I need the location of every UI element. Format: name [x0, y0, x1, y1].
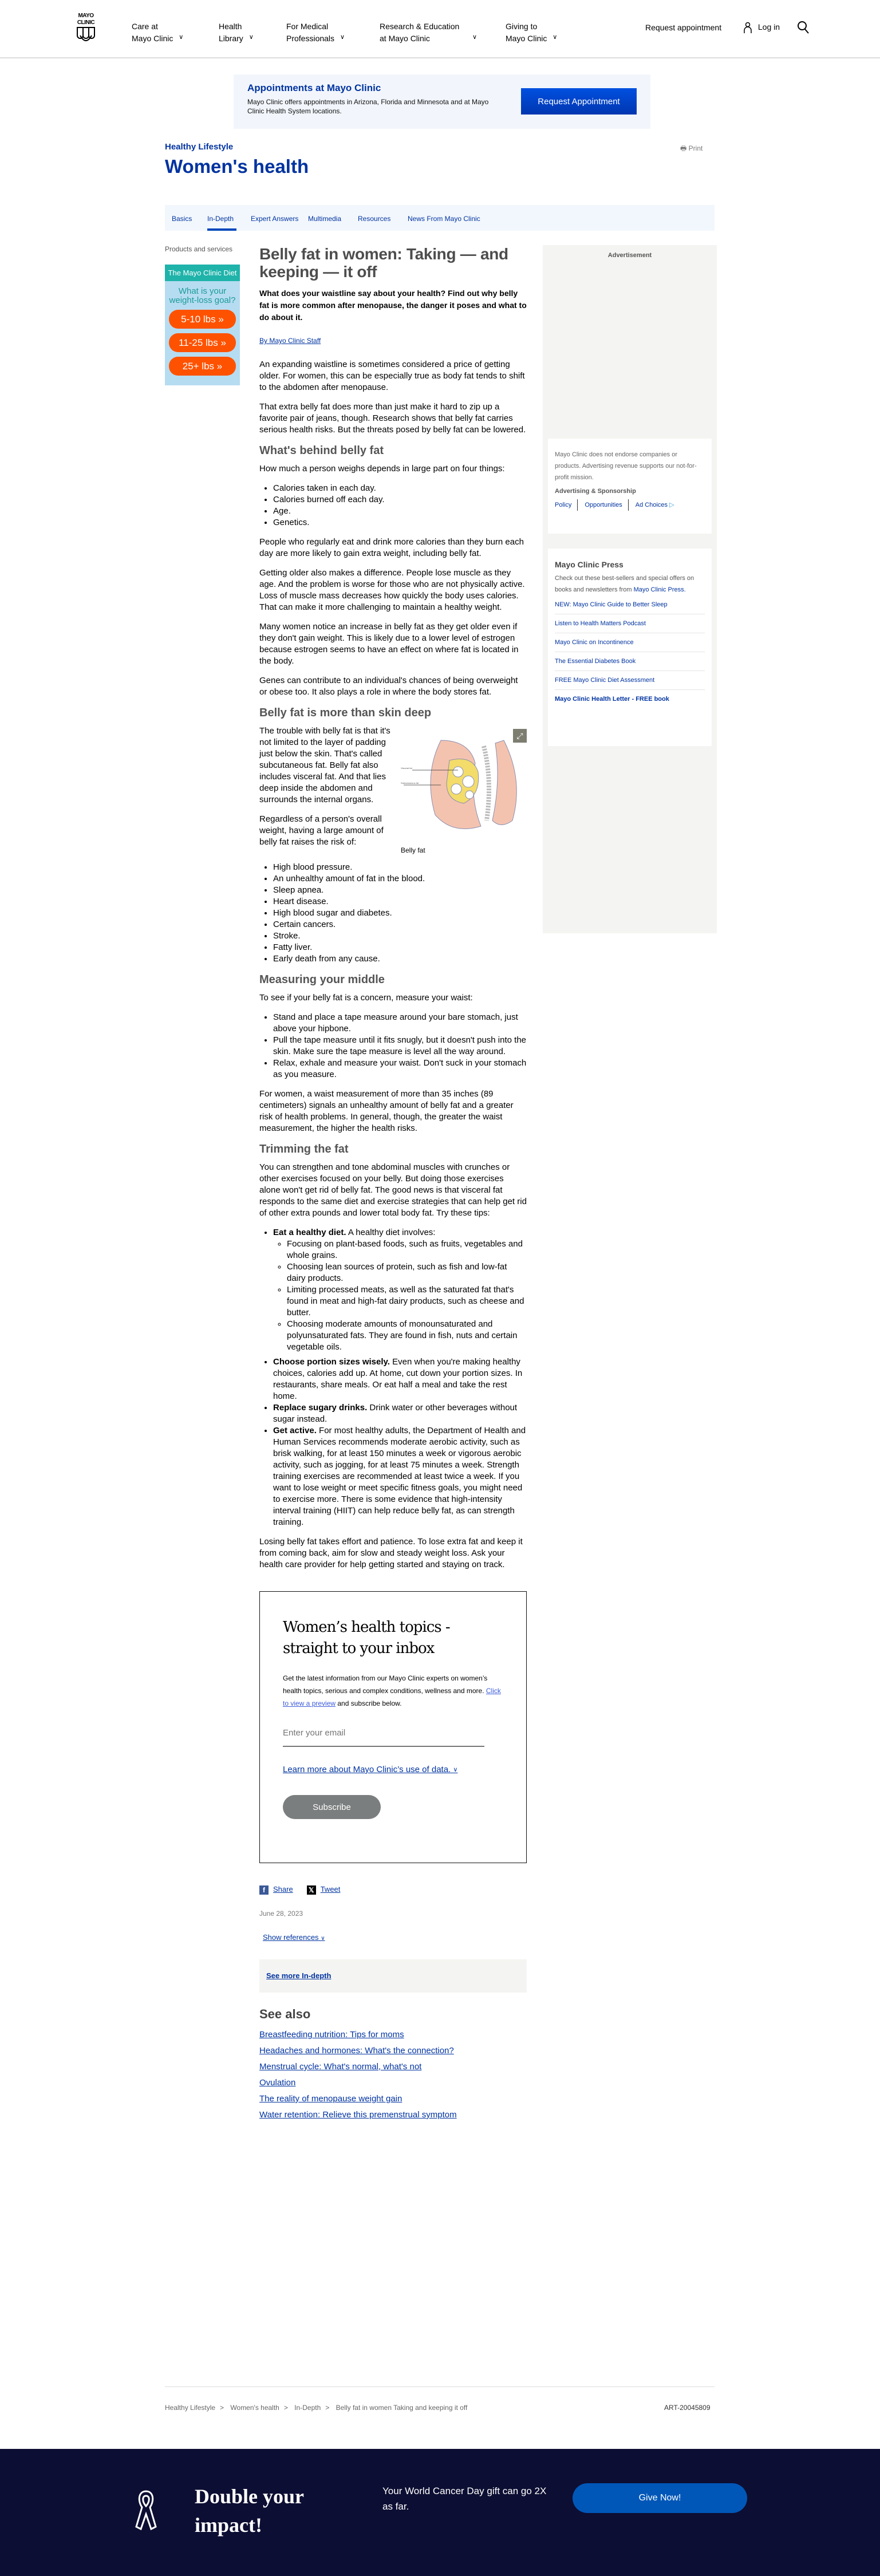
give-now-button[interactable]: Give Now!: [573, 2483, 747, 2513]
see-more-box: [259, 1959, 527, 1993]
section-heading: Belly fat is more than skin deep: [259, 707, 432, 719]
divider: [165, 2386, 715, 2387]
see-also-link[interactable]: The reality of menopause weight gain: [259, 2094, 402, 2104]
visceral-fat-label: Visceral fat: [401, 767, 412, 770]
list-item: [273, 1356, 527, 1402]
see-also-link[interactable]: Water retention: Relieve this premenstrual symptom: [259, 2110, 457, 2120]
donate-text: Your World Cancer Day gift can go 2X as far.: [382, 2486, 547, 2512]
chevron-down-icon: ∨: [321, 1935, 325, 1942]
search-icon[interactable]: [797, 21, 810, 34]
list-item: • Genetics.: [273, 517, 527, 528]
chevron-down-icon: ∨: [472, 34, 477, 41]
list-item: • High blood sugar and diabetes.: [273, 908, 527, 919]
page-title: Women's health: [165, 156, 309, 177]
list-item: • Stroke.: [273, 930, 527, 942]
press-title: Mayo Clinic Press: [555, 560, 624, 569]
ad-policy-link[interactable]: Policy: [555, 499, 578, 511]
tab-basics[interactable]: Basics: [172, 215, 192, 223]
paragraph: Losing belly fat takes effort and patience. To lose extra fat and keep it from coming back, aim for slow and steady weight loss. Ask your health care provider for help getting started and staying on track.: [259, 1537, 523, 1569]
disclaimer-text: Mayo Clinic does not endorse companies or products. Advertising revenue supports our not-for-profit mission.: [555, 451, 697, 481]
ad-choices-link[interactable]: Ad Choices ▷: [635, 502, 674, 508]
promo-title: The Mayo Clinic Diet: [165, 265, 240, 281]
request-appointment-link[interactable]: Request appointment: [645, 23, 722, 32]
expand-icon[interactable]: ⤢: [513, 729, 527, 743]
list-item: [273, 1425, 527, 1528]
section-heading: What's behind belly fat: [259, 444, 384, 457]
preview-link[interactable]: Click to view a preview: [283, 1687, 501, 1707]
goal-25-plus-button[interactable]: 25+ lbs »: [169, 357, 236, 376]
show-references-toggle[interactable]: Show references ∨: [263, 1933, 325, 1942]
list-item: ◦ Limiting processed meats, as well as the saturated fat that's found in meat and high-fat dairy products, such as cheese and butter.: [287, 1284, 527, 1319]
subcutaneous-fat-label: Subcutaneous fat: [401, 782, 419, 784]
promo-question: What is your weight-loss goal?: [169, 286, 236, 305]
list-item: ◦ Choosing lean sources of protein, such as fish and low-fat dairy products.: [287, 1261, 527, 1284]
press-intro: Check out these best-sellers and special offers on books and newsletters from Mayo Clinic Press.: [555, 575, 694, 593]
mayo-clinic-logo[interactable]: MAYO CLINIC: [71, 13, 101, 46]
chevron-down-icon: ∨: [340, 34, 345, 41]
login-link[interactable]: Log in: [743, 22, 780, 33]
chevron-down-icon: ∨: [453, 1766, 458, 1773]
press-link[interactable]: Mayo Clinic Press.: [633, 586, 686, 593]
ribbon-icon: [134, 2489, 158, 2530]
paragraph: Getting older also makes a difference. People lose muscle as they age. And the problem is worse for those who are not physically active. Loss of muscle mass decreases how quickly the body uses calories. That can make it more challenging to maintain a healthy weight.: [259, 568, 525, 612]
tip-title: Get active.: [273, 1426, 317, 1435]
ad-column: [543, 245, 717, 933]
ad-choices-icon: ▷: [669, 502, 674, 508]
nav-research-education[interactable]: Research & Education at Mayo Clinic ∨: [380, 22, 477, 43]
footer-breadcrumb: Healthy Lifestyle > Women's health > In-Depth > Belly fat in women Taking and keeping it off: [165, 2404, 468, 2412]
press-item-link[interactable]: NEW: Mayo Clinic Guide to Better Sleep: [555, 595, 705, 614]
see-also-link[interactable]: Headaches and hormones: What's the connection?: [259, 2046, 454, 2056]
ad-opportunities-link[interactable]: Opportunities: [585, 499, 628, 511]
section-tabs: [165, 205, 715, 231]
paragraph: People who regularly eat and drink more calories than they burn each day are more likely to gain extra weight, including belly fat.: [259, 537, 524, 558]
tab-expert-answers[interactable]: Expert Answers: [251, 215, 299, 223]
policy-title: Advertising & Sponsorship: [555, 488, 636, 495]
list-item: • High blood pressure.: [273, 862, 527, 873]
figure-caption: Belly fat: [401, 846, 425, 854]
tab-in-depth[interactable]: In-Depth: [207, 215, 234, 223]
paragraph: Many women notice an increase in belly fat as they get older even if they don't gain weight. This is likely due to a lower level of estrogen because estrogen seems to have an effect on where fat is located in the body.: [259, 622, 519, 666]
print-button[interactable]: 🖶 Print: [680, 144, 703, 152]
press-item-link[interactable]: FREE Mayo Clinic Diet Assessment: [555, 671, 705, 690]
list-item: • Heart disease.: [273, 896, 527, 908]
tip-text: Even when you're making healthy choices, calories add up. At home, cut down your portion sizes. In restaurants, share meals. Or eat half a meal and take the rest home.: [273, 1357, 523, 1401]
see-more-in-depth-link[interactable]: See more In-depth: [266, 1971, 332, 1980]
list-item: • Pull the tape measure until it fits snugly, but it doesn't push into the skin. Make sure the tape measure is level all the way around.: [273, 1035, 527, 1058]
publish-date: June 28, 2023: [259, 1910, 303, 1918]
list-item: ◦ Choosing moderate amounts of monounsaturated and polyunsaturated fats. They are found in fish, nuts and certain vegetable oils.: [287, 1319, 527, 1353]
diet-promo: [165, 265, 240, 385]
category-link[interactable]: Healthy Lifestyle: [165, 142, 234, 152]
user-icon: [743, 22, 752, 33]
paragraph: The trouble with belly fat is that it's not limited to the layer of padding just below the skin. That's called subcutaneous fat. Belly fat also includes visceral fat. And that lies deep inside the abdomen and surrounds the internal organs.: [259, 726, 390, 804]
goal-5-10-button[interactable]: 5-10 lbs »: [169, 310, 236, 329]
x-icon: 𝕏: [307, 1885, 316, 1895]
article-title: Belly fat in women: Taking — and keeping — it off: [259, 245, 508, 281]
paragraph: An expanding waistline is sometimes considered a price of getting older. For women, this can be especially true as body fat tends to shift to the abdomen after menopause.: [259, 360, 525, 392]
tips-list: [273, 1227, 527, 1528]
products-services-label: Products and services: [165, 245, 233, 253]
list-item: • Sleep apnea.: [273, 885, 527, 896]
newsletter-title: Women’s health topics - straight to your inbox: [283, 1619, 450, 1657]
mayo-clinic-press: [548, 549, 712, 746]
breadcrumb-link[interactable]: In-Depth: [294, 2404, 321, 2412]
facebook-icon: f: [259, 1885, 269, 1895]
see-also: [259, 2007, 527, 2123]
paragraph: Genes can contribute to an individual's chances of being overweight or obese too. It also plays a role in where the body stores fat.: [259, 676, 518, 697]
press-item-link[interactable]: The Essential Diabetes Book: [555, 652, 705, 671]
nav-for-medical-professionals[interactable]: For Medical Professionals ∨: [286, 22, 345, 43]
appointments-text: Mayo Clinic offers appointments in Arizona, Florida and Minnesota and at Mayo Clinic Health System locations.: [247, 98, 489, 115]
tip-title: Replace sugary drinks.: [273, 1403, 368, 1413]
press-item-link[interactable]: Mayo Clinic Health Letter - FREE book: [555, 696, 669, 703]
newsletter-signup: [259, 1591, 527, 1863]
appointments-banner: [234, 74, 650, 129]
tab-news[interactable]: News From Mayo Clinic: [408, 215, 480, 223]
byline-link[interactable]: By Mayo Clinic Staff: [259, 337, 321, 345]
list-item: • Certain cancers.: [273, 919, 527, 930]
appointments-title: Appointments at Mayo Clinic: [247, 82, 381, 93]
site-header: [0, 0, 880, 58]
list-item: • Stand and place a tape measure around your bare stomach, just above your hipbone.: [273, 1012, 527, 1035]
tab-multimedia[interactable]: Multimedia: [308, 215, 342, 223]
risks-list: [273, 862, 527, 965]
donation-banner: [0, 2449, 880, 2576]
breadcrumb-link[interactable]: Healthy Lifestyle: [165, 2404, 216, 2412]
article-id: ART-20045809: [664, 2404, 711, 2412]
tip-text: Drink water or other beverages without sugar instead.: [273, 1403, 518, 1424]
paragraph: How much a person weighs depends in large part on four things:: [259, 464, 505, 474]
nav-giving-to-mayo-clinic[interactable]: Giving to Mayo Clinic ∨: [506, 22, 558, 43]
factors-list: [273, 483, 527, 528]
share-bar: [259, 1884, 527, 1895]
advertisement-label: Advertisement: [607, 252, 652, 259]
paragraph: Regardless of a person's overall weight, having a large amount of belly fat raises the risk of:: [259, 814, 384, 847]
see-also-link[interactable]: Breastfeeding nutrition: Tips for moms: [259, 2030, 404, 2040]
diet-list: [287, 1238, 527, 1353]
subscribe-button[interactable]: Subscribe: [283, 1795, 381, 1819]
paragraph: You can strengthen and tone abdominal muscles with crunches or other exercises focused on your belly. But doing those exercises alone won't get rid of belly fat. The good news is that visceral fat responds to the same diet and exercise strategies that can help get rid of other extra pounds and lower total body fat. Try these tips:: [259, 1162, 527, 1218]
tip-title: Eat a healthy diet.: [273, 1228, 346, 1237]
tip-title: Choose portion sizes wisely.: [273, 1357, 390, 1367]
active-tab-indicator: [207, 228, 236, 231]
chevron-down-icon: ∨: [179, 34, 184, 41]
nav-care-at-mayo-clinic[interactable]: Care at Mayo Clinic ∨: [132, 22, 184, 43]
shields-icon: [76, 26, 96, 44]
donate-headline: Double your impact!: [195, 2485, 304, 2536]
tip-text: A healthy diet involves:: [346, 1228, 436, 1237]
tab-resources[interactable]: Resources: [358, 215, 391, 223]
breadcrumb-link[interactable]: Women's health: [230, 2404, 279, 2412]
goal-11-25-button[interactable]: 11-25 lbs »: [169, 333, 236, 352]
chevron-down-icon: ∨: [553, 34, 558, 41]
x-tweet-link[interactable]: 𝕏 Tweet: [307, 1884, 341, 1895]
paragraph: That extra belly fat does more than just make it hard to zip up a favorite pair of jeans, though. Research shows that belly fat carries serious health risks. But the threats posed by belly fat can be lowered.: [259, 402, 526, 435]
section-heading: Trimming the fat: [259, 1143, 349, 1155]
ad-disclaimer: [548, 439, 712, 534]
press-item-link[interactable]: Mayo Clinic on Incontinence: [555, 633, 705, 652]
facebook-share-link[interactable]: f Share: [259, 1884, 293, 1895]
list-item: • Calories taken in each day.: [273, 483, 527, 494]
list-item: [273, 1402, 527, 1425]
paragraph: To see if your belly fat is a concern, measure your waist:: [259, 993, 473, 1003]
article: [259, 245, 527, 2123]
chevron-down-icon: ∨: [248, 34, 254, 41]
see-also-link[interactable]: Menstrual cycle: What's normal, what's not: [259, 2062, 422, 2072]
press-item-link[interactable]: Listen to Health Matters Podcast: [555, 614, 705, 633]
list-item: • Fatty liver.: [273, 942, 527, 953]
list-item: • Relax, exhale and measure your waist. Don't suck in your stomach as you measure.: [273, 1058, 527, 1080]
see-also-link[interactable]: Ovulation: [259, 2078, 296, 2088]
article-subtitle: What does your waistline say about your health? Find out why belly fat is more common after menopause, the danger it poses and what to do about it.: [259, 289, 527, 322]
list-item: • Calories burned off each day.: [273, 494, 527, 506]
list-item: • Age.: [273, 506, 527, 517]
list-item: • Early death from any cause.: [273, 953, 527, 965]
data-use-link[interactable]: Learn more about Mayo Clinic’s use of data. ∨: [283, 1765, 458, 1774]
request-appointment-button[interactable]: Request Appointment: [521, 88, 637, 115]
see-also-title: See also: [259, 2007, 311, 2021]
tip-text: For most healthy adults, the Department of Health and Human Services recommends moderate aerobic activity, such as brisk walking, for at least 150 minutes a week or vigorous aerobic activity, such as jogging, for at least 75 minutes a week. Strength training exercises are recommended at least twice a week. If you want to lose weight or meet specific fitness goals, you might need to exercise more. There is some evidence that high-intensity interval training (HIIT) can help reduce belly fat, as can strength training.: [273, 1426, 526, 1527]
paragraph: For women, a waist measurement of more than 35 inches (89 centimeters) signals an unhealthy amount of belly fat and a greater risk of health problems. In general, though, the greater the waist measurement, the higher the health risks.: [259, 1089, 514, 1133]
steps-list: [273, 1012, 527, 1080]
list-item: [273, 1227, 527, 1353]
section-heading: Measuring your middle: [259, 973, 385, 986]
nav-health-library[interactable]: Health Library ∨: [219, 22, 254, 43]
belly-fat-figure[interactable]: [401, 729, 527, 856]
email-input[interactable]: [283, 1726, 484, 1747]
breadcrumb-current: Belly fat in women Taking and keeping it off: [336, 2404, 468, 2412]
printer-icon: 🖶: [680, 144, 687, 152]
list-item: ◦ Focusing on plant-based foods, such as fruits, vegetables and whole grains.: [287, 1238, 527, 1261]
belly-fat-illustration: [401, 729, 527, 838]
newsletter-text: Get the latest information from our Mayo Clinic experts on women’s health topics, serious and complex conditions, wellness and more. Click to view a preview and subscribe below.: [283, 1674, 501, 1707]
list-item: • An unhealthy amount of fat in the blood.: [273, 873, 527, 885]
